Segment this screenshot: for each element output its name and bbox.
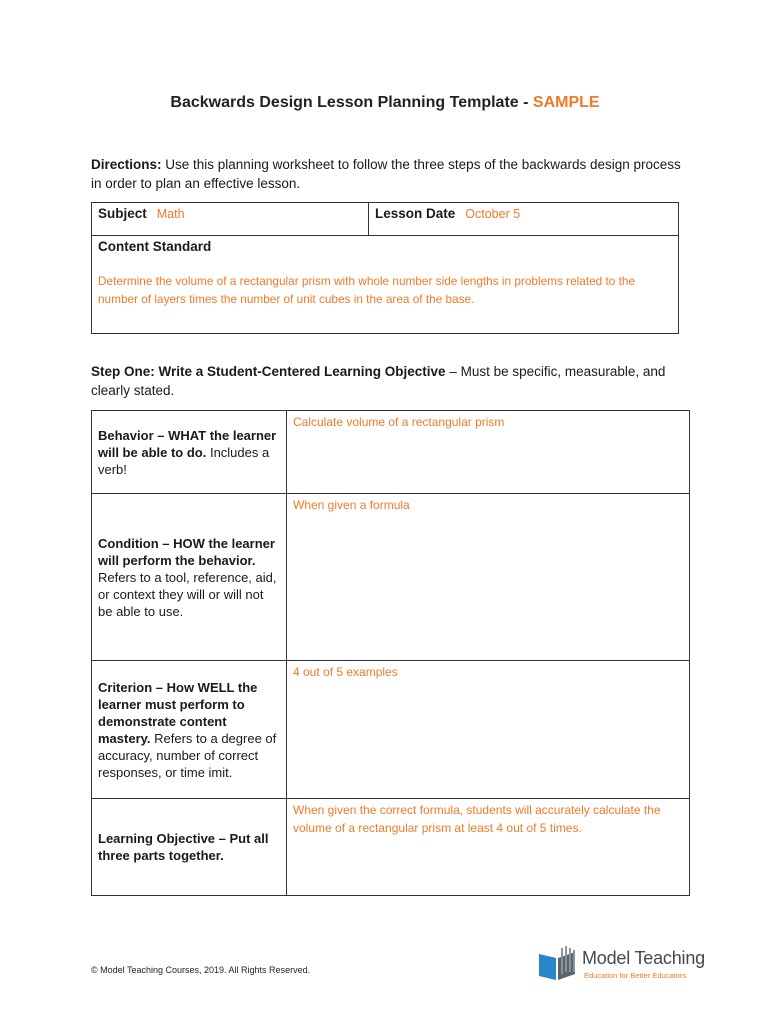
content-standard-text[interactable]: Determine the volume of a rectangular prism with whole number side lengths in problems related to the number of layers times the number of unit cubes in the area of the base. bbox=[98, 274, 636, 306]
lesson-date-cell[interactable] bbox=[369, 203, 679, 236]
condition-label-bold: Condition – HOW the learner will perform the behavior. bbox=[98, 535, 275, 568]
model-teaching-logo bbox=[537, 944, 707, 984]
learning-objective-label-bold: Learning Objective – Put all three parts together. bbox=[98, 831, 269, 863]
condition-label-cell bbox=[92, 494, 287, 660]
directions bbox=[91, 155, 691, 193]
title-sample: SAMPLE bbox=[532, 94, 600, 111]
behavior-label-cell bbox=[92, 411, 287, 493]
learning-objective-row bbox=[92, 799, 689, 895]
page-title bbox=[0, 94, 770, 112]
lesson-info-table bbox=[91, 202, 679, 334]
behavior-row bbox=[92, 411, 689, 494]
objective-table bbox=[91, 410, 690, 896]
content-standard-label: Content Standard bbox=[98, 239, 212, 254]
condition-answer[interactable]: When given a formula bbox=[293, 498, 410, 512]
criterion-label-plain: Refers to a degree of accuracy, number of correct responses, or time imit. bbox=[98, 730, 277, 780]
criterion-answer[interactable]: 4 out of 5 examples bbox=[293, 665, 398, 679]
subject-value: Math bbox=[156, 207, 185, 221]
subject-label: Subject bbox=[98, 206, 147, 221]
logo-name: Model Teaching bbox=[582, 948, 705, 968]
lesson-date-label: Lesson Date bbox=[375, 206, 456, 221]
criterion-label-bold: Criterion – How WELL the learner must perform to demonstrate content mastery. bbox=[98, 679, 258, 746]
open-book-logo-icon bbox=[537, 944, 579, 982]
step-one-label: Step One: Write a Student-Centered Learning Objective bbox=[91, 364, 446, 379]
step-one-heading bbox=[91, 362, 691, 400]
step-one-text: – Must be specific, measurable, and clearly stated. bbox=[91, 364, 666, 398]
criterion-label-cell bbox=[92, 661, 287, 798]
subject-cell[interactable] bbox=[92, 203, 369, 236]
directions-text: Use this planning worksheet to follow the three steps of the backwards design process in order to plan an effective lesson. bbox=[91, 157, 681, 191]
behavior-answer[interactable]: Calculate volume of a rectangular prism bbox=[293, 415, 505, 429]
condition-row bbox=[92, 494, 689, 661]
behavior-label-bold: Behavior – WHAT the learner will be able to do. bbox=[98, 427, 277, 460]
condition-label-plain: Refers to a tool, reference, aid, or context they will or will not be able to use. bbox=[98, 569, 277, 619]
directions-label: Directions: bbox=[91, 157, 162, 172]
criterion-row bbox=[92, 661, 689, 799]
behavior-label-plain: Includes a verb! bbox=[98, 444, 270, 477]
subject-date-row bbox=[92, 203, 678, 236]
learning-objective-answer[interactable]: When given the correct formula, students will accurately calculate the volume of a rectangular prism at least 4 out of 5 times. bbox=[293, 803, 661, 835]
copyright-footer: © Model Teaching Courses, 2019. All Rights Reserved. bbox=[91, 965, 311, 975]
title-text: Backwards Design Lesson Planning Template - bbox=[170, 94, 533, 111]
lesson-date-value: October 5 bbox=[465, 207, 521, 221]
learning-objective-label-cell bbox=[92, 799, 287, 895]
logo-tagline: Education for Better Educators bbox=[584, 971, 687, 980]
